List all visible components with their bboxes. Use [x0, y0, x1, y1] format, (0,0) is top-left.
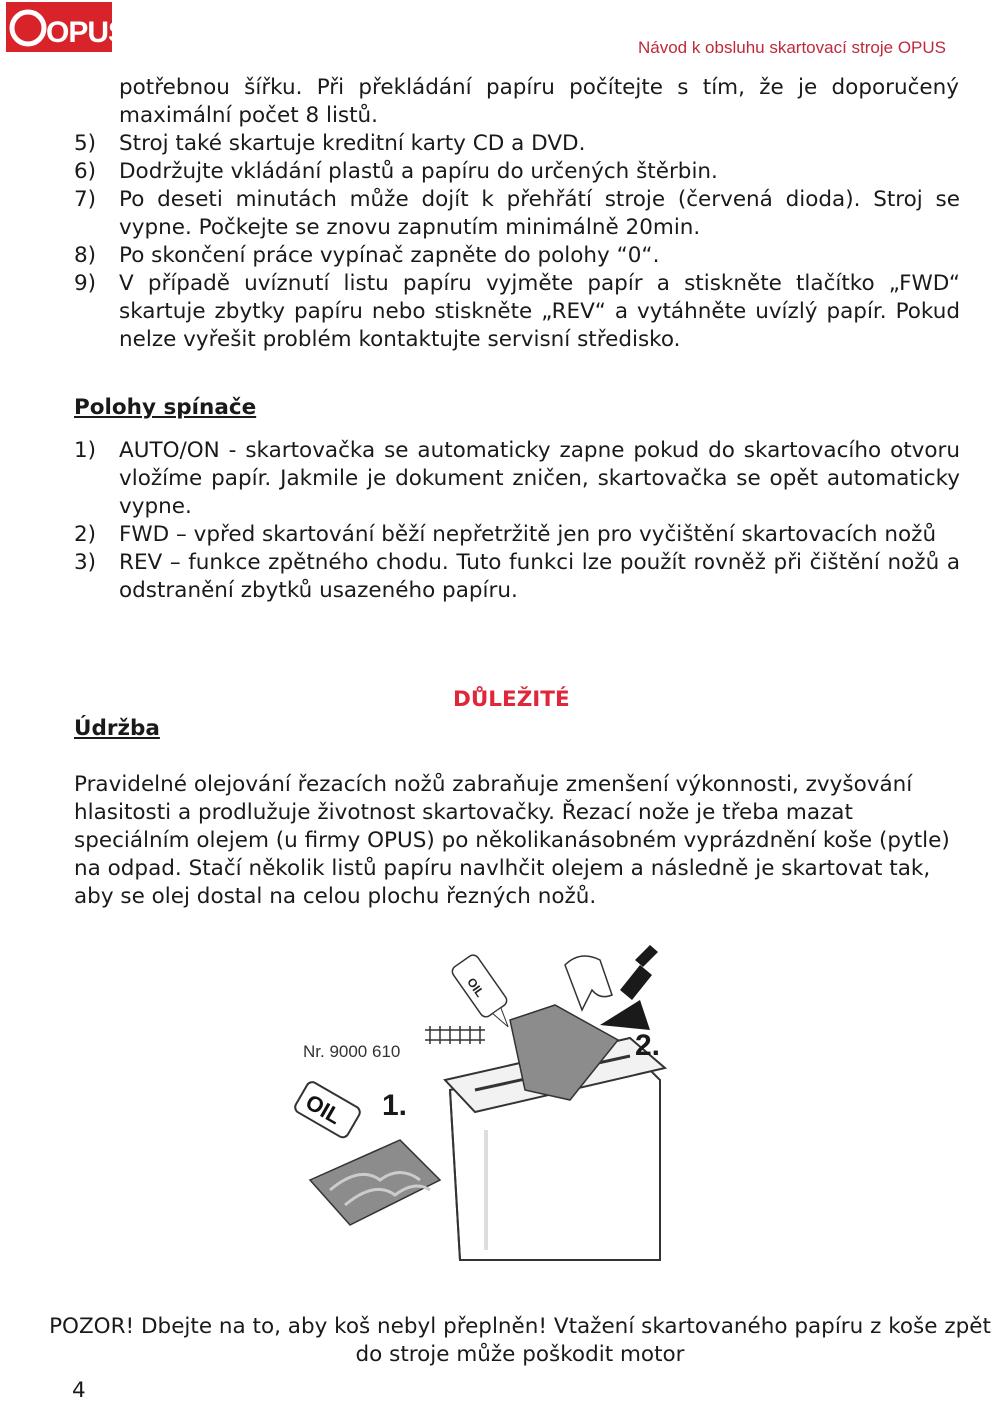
page-number: 4: [72, 1378, 86, 1403]
list-item: [74, 130, 960, 158]
document-title: Návod k obsluhu skartovací stroje OPUS: [637, 38, 946, 57]
list-item: [74, 437, 960, 521]
list-number: 3): [74, 550, 97, 575]
list-item: [74, 158, 960, 186]
maintenance-paragraph: Pravidelné olejování řezacích nožů zabraňuje zmenšení výkonnosti, zvyšování hlasitosti a prodlužuje životnost skartovačky. Řezací nože je třeba mazat speciálním olejem (u firmy OPUS) po několikanásobném vyprázdnění koše (pytle) na odpad. Stačí několik listů papíru navlhčit olejem a následně je skartovat tak, aby se olej dostal na celou plochu řezných nožů.: [74, 772, 950, 909]
list-number: 2): [74, 522, 97, 547]
list-text: REV – funkce zpětného chodu. Tuto funkci lze použít rovněž při čištění nožů a odstranění zbytků usazeného papíru.: [119, 550, 960, 603]
list-text: V případě uvíznutí listu papíru vyjměte papír a stiskněte tlačítko „FWD“ skartuje zbytky papíru nebo stiskněte „REV“ a vytáhněte uvízlý papír. Pokud nelze vyřešit problém kontaktujte servisní středisko.: [119, 271, 960, 352]
product-number-label: Nr. 9000 610: [303, 1042, 401, 1061]
list-item: [74, 186, 960, 242]
logo-text: OPUS: [46, 16, 128, 49]
step-1-label: 1.: [382, 1089, 408, 1122]
list-item: [74, 270, 960, 354]
switch-positions-list: [74, 437, 960, 605]
list-number: 6): [74, 159, 97, 184]
list-text: Dodržujte vkládání plastů a papíru do určených štěrbin.: [119, 159, 718, 184]
list-text: AUTO/ON - skartovačka se automaticky zapne pokud do skartovacího otvoru vložíme papír. Jakmile je dokument zničen, skartovačka se opět automaticky vypne.: [119, 438, 960, 519]
list-text: Po skončení práce vypínač zapněte do polohy “0“.: [119, 243, 660, 268]
list-text: FWD – vpřed skartování běží nepřetržitě jen pro vyčištění skartovacích nožů: [119, 522, 937, 547]
oiling-illustration: [300, 940, 680, 1260]
instruction-list: [74, 130, 960, 354]
section-heading-maintenance: Údržba: [74, 716, 160, 741]
section-heading-positions: Polohy spínače: [74, 395, 257, 420]
list-item: [74, 521, 960, 549]
list-number: 1): [74, 438, 97, 463]
warning-text: POZOR! Dbejte na to, aby koš nebyl přeplněn! Vtažení skartovaného papíru z koše zpět do stroje může poškodit motor: [49, 1314, 991, 1367]
list-item-continuation: potřebnou šířku. Při překládání papíru počítejte s tím, že je doporučený maximální počet 8 listů.: [119, 75, 959, 128]
list-item: [74, 549, 960, 605]
list-item: [74, 242, 960, 270]
step-2-label: 2.: [635, 1029, 661, 1062]
opus-logo: [6, 2, 128, 52]
list-number: 5): [74, 131, 97, 156]
list-number: 8): [74, 243, 97, 268]
list-text: Po deseti minutách může dojít k přehřátí stroje (červená dioda). Stroj se vypne. Počkejte se znovu zapnutím minimálně 20min.: [119, 187, 960, 240]
important-label: DŮLEŽITÉ: [453, 687, 570, 712]
list-number: 9): [74, 271, 97, 296]
list-text: Stroj také skartuje kreditní karty CD a DVD.: [119, 131, 586, 156]
list-number: 7): [74, 187, 97, 212]
bottle-label-top: OIL: [464, 975, 488, 1000]
bottle-label-left: OIL: [301, 1089, 346, 1130]
